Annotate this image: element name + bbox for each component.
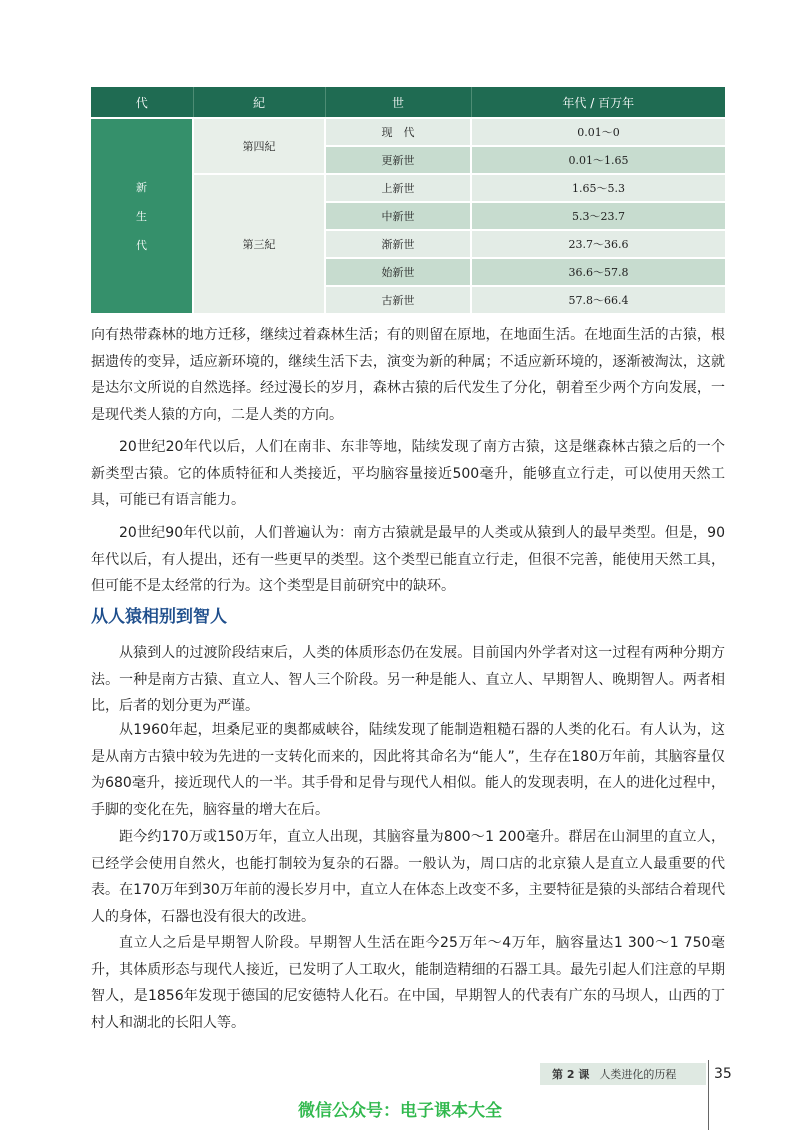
era-cell <box>91 118 193 313</box>
period-cell: 第四紀 <box>193 118 325 174</box>
geologic-time-table <box>91 87 725 313</box>
epoch-cell: 渐新世 <box>325 230 471 258</box>
section-heading: 从人猿相别到智人 <box>91 607 227 627</box>
age-cell: 5.3～23.7 <box>471 202 725 230</box>
epoch-cell: 上新世 <box>325 174 471 202</box>
table-row <box>91 118 725 146</box>
paragraph-missing-link: 20世纪90年代以前，人们普遍认为：南方古猿就是最早的人类或从猿到人的最早类型。但是，90年代以后，有人提出，还有一些更早的类型。这个类型已能直立行走，但很不完善，能使用天然工具，但可能不是太经常的行为。这个类型是目前研究中的缺环。 <box>91 525 725 594</box>
paragraph-australopithecus: 20世纪20年代以后，人们在南非、东非等地，陆续发现了南方古猿，这是继森林古猿之后的一个新类型古猿。它的体质特征和人类接近，平均脑容量接近500毫升，能够直立行走，可以使用天然工具，可能已有语言能力。 <box>91 439 725 508</box>
era-char: 生 <box>136 209 147 223</box>
epoch-cell: 中新世 <box>325 202 471 230</box>
period-cell: 第三紀 <box>193 174 325 313</box>
lesson-footer <box>540 1063 706 1085</box>
age-cell: 57.8～66.4 <box>471 286 725 313</box>
epoch-cell: 更新世 <box>325 146 471 174</box>
table-header-row <box>91 87 725 118</box>
epoch-cell: 现 代 <box>325 118 471 146</box>
age-cell: 0.01～1.65 <box>471 146 725 174</box>
era-char: 新 <box>136 180 147 194</box>
age-cell: 0.01～0 <box>471 118 725 146</box>
header-age: 年代 / 百万年 <box>471 87 725 118</box>
epoch-cell: 古新世 <box>325 286 471 313</box>
era-char: 代 <box>136 238 147 252</box>
paragraph-forest-apes: 向有热带森林的地方迁移，继续过着森林生活；有的则留在原地，在地面生活。在地面生活的古猿，根据遗传的变异，适应新环境的，继续生活下去，演变为新的种属；不适应新环境的，逐渐被淘汰，这就是达尔文所说的自然选择。经过漫长的岁月，森林古猿的后代发生了分化，朝着至少两个方向发展，一是现代类人猿的方向，二是人类的方向。 <box>91 327 725 423</box>
paragraph-early-sapiens: 直立人之后是早期智人阶段。早期智人生活在距今25万年～4万年，脑容量达1 300～1 750毫升，其体质形态与现代人接近，已发明了人工取火，能制造精细的石器工具。最先引起人们注意的早期智人，是1856年发现于德国的尼安德特人化石。在中国，早期智人的代表有广东的马坝人，山西的丁村人和湖北的长阳人等。 <box>91 935 725 1031</box>
lesson-title: 人类进化的历程 <box>599 1068 677 1081</box>
header-era: 代 <box>91 87 193 118</box>
age-cell: 23.7～36.6 <box>471 230 725 258</box>
lesson-number: 第 2 课 <box>552 1068 590 1081</box>
watermark-text: 微信公众号：电子课本大全 <box>298 1101 502 1121</box>
paragraph-periodization: 从猿到人的过渡阶段结束后，人类的体质形态仍在发展。目前国内外学者对这一过程有两种分期方法。一种是南方古猿、直立人、智人三个阶段。另一种是能人、直立人、早期智人、晚期智人。两者相比，后者的划分更为严谨。 <box>91 645 725 714</box>
header-period: 紀 <box>193 87 325 118</box>
age-cell: 36.6～57.8 <box>471 258 725 286</box>
paragraph-homo-habilis: 从1960年起，坦桑尼亚的奥都威峡谷，陆续发现了能制造粗糙石器的人类的化石。有人认为，这是从南方古猿中较为先进的一支转化而来的，因此将其命名为“能人”，生存在180万年前，其脑容量仅为680毫升，接近现代人的一半。其手骨和足骨与现代人相似。能人的发现表明，在人的进化过程中，手脚的变化在先，脑容量的增大在后。 <box>91 722 725 818</box>
age-cell: 1.65～5.3 <box>471 174 725 202</box>
epoch-cell: 始新世 <box>325 258 471 286</box>
page-number: 35 <box>714 1066 732 1082</box>
paragraph-homo-erectus: 距今约170万或150万年，直立人出现，其脑容量为800～1 200毫升。群居在山洞里的直立人，已经学会使用自然火，也能打制较为复杂的石器。一般认为，周口店的北京猿人是直立人最重要的代表。在170万年到30万年前的漫长岁月中，直立人在体态上改变不多，主要特征是猿的头部结合着现代人的身体，石器也没有很大的改进。 <box>91 829 725 925</box>
header-epoch: 世 <box>325 87 471 118</box>
